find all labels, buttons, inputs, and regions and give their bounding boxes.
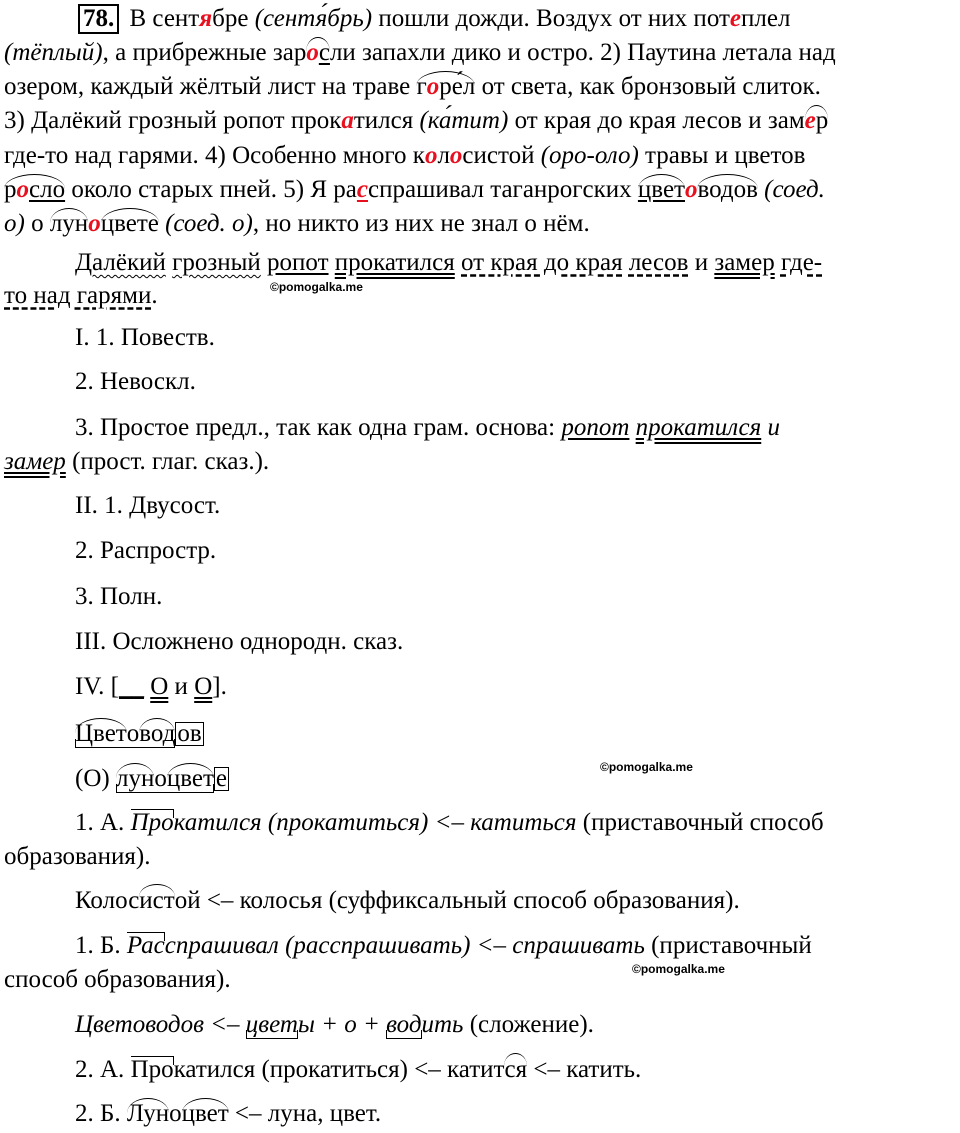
text-span: от края до края лесов и зам — [508, 107, 805, 134]
text-line-2 — [4, 38, 836, 68]
text-span: плел — [741, 5, 791, 32]
text-span: и — [168, 673, 195, 700]
text-span: 1. Б. — [75, 932, 127, 959]
text-line-3 — [4, 72, 821, 102]
text-line-4 — [4, 106, 828, 136]
exercise-number: 78. — [78, 4, 119, 34]
text-span: <– катить. — [527, 1056, 642, 1083]
scheme-subject: __ — [118, 673, 144, 700]
ending-box: ов — [177, 720, 202, 747]
predicate-word: замер — [4, 448, 66, 475]
root-segment: цвет — [245, 1011, 298, 1038]
predicate-word: замер — [714, 249, 775, 276]
text-span: IV. [ — [75, 673, 119, 700]
ending-box: е — [215, 765, 227, 792]
analysis-line-2 — [4, 281, 158, 311]
text-span: около старых пней. 5) Я ра — [65, 176, 357, 203]
root-segment: Цвет — [75, 720, 127, 747]
text-span: с — [318, 39, 330, 66]
connecting-vowel: о — [169, 1100, 182, 1127]
item-line: I. 1. Повеств. — [75, 324, 215, 351]
highlight-letter: о — [16, 176, 29, 203]
text-span: пошли дожди. Воздух от них пот — [372, 5, 730, 32]
text-span: спрашивал (расспрашивать) <– спрашивать — [164, 932, 645, 959]
derivation-line — [75, 931, 812, 961]
highlight-letter: о — [88, 210, 101, 237]
highlight-letter: о — [449, 142, 463, 169]
text-line-6 — [4, 175, 825, 205]
item-line: 3. Полн. — [75, 583, 163, 610]
hint-word: (соед. о) — [158, 210, 253, 237]
item-line: II. 1. Двусост. — [75, 492, 221, 519]
attribute-word: Далёкий — [75, 249, 166, 276]
text-span: катился (прокатиться) <– катиться — [173, 809, 577, 836]
prefix-segment: Рас — [126, 932, 165, 959]
attribute-word: грозный — [172, 249, 261, 276]
morph-line-2 — [75, 764, 229, 794]
text-span: и — [761, 414, 780, 441]
hint-word: (соед. — [757, 176, 825, 203]
item-line — [75, 413, 780, 443]
adverbial-phrase: то над гарями — [4, 282, 152, 309]
adverbial-phrase: где- — [780, 249, 823, 276]
postfix-segment: ся — [504, 1056, 528, 1083]
highlight-letter: о — [426, 73, 440, 100]
derivation-line — [75, 886, 740, 916]
text-span: и — [688, 249, 715, 276]
text-span: 2. Б. — [75, 1100, 127, 1127]
watermark: ©pomogalka.me — [632, 962, 725, 976]
watermark: ©pomogalka.me — [270, 280, 363, 294]
root-segment: вод — [139, 720, 176, 747]
text-span: р — [4, 176, 17, 203]
connecting-vowel: о — [126, 720, 140, 747]
text-span: 3) Далёкий грозный ропот прок — [4, 107, 342, 134]
text-span: бре — [212, 5, 255, 32]
hint-word: (сентя́брь) — [254, 5, 373, 32]
text-span: л — [437, 142, 450, 169]
root-segment: цвете — [100, 210, 159, 237]
highlight-letter: е — [804, 107, 816, 134]
highlight-letter: я — [199, 5, 213, 32]
text-span: (приставочный способ — [576, 809, 824, 836]
highlight-letter: о — [424, 142, 438, 169]
text-span: (сложение). — [463, 1011, 594, 1038]
scheme-predicate: О — [194, 673, 213, 700]
text-span: Колос — [75, 887, 140, 914]
highlight-letter: е — [729, 5, 742, 32]
text-span: (О) — [75, 765, 116, 792]
highlight-letter: с — [356, 176, 369, 203]
root-segment: цвет — [181, 1100, 229, 1127]
text-span: сло — [29, 176, 66, 203]
text-span: от света, как бронзовый слиток. — [475, 73, 821, 100]
text-span: 2. А. — [75, 1056, 131, 1083]
text-span: . — [151, 282, 158, 309]
text-span: (прост. глаг. сказ.). — [65, 448, 270, 475]
text-span: спрашивал таганрогских — [368, 176, 638, 203]
predicate-word: прокатился — [334, 249, 455, 276]
highlight-letter: о — [306, 39, 319, 66]
hint-word: (ка́тит) — [419, 107, 509, 134]
highlight-letter: о — [684, 176, 698, 203]
scheme-line — [75, 672, 227, 702]
derivation-line — [75, 808, 824, 838]
derivation-line — [75, 1055, 641, 1085]
text-span: ой <– колосья (суффиксальный способ образования). — [174, 887, 740, 914]
derivation-line: образования). — [4, 843, 151, 870]
text-span: , но никто из них не знал о нём. — [252, 210, 590, 237]
root-segment: цвет — [166, 765, 214, 792]
hint-word: (оро-оло) — [540, 142, 639, 169]
root-segment: цвет — [637, 176, 685, 203]
adverbial-phrase: от края до края — [461, 249, 623, 276]
text-line-5 — [4, 141, 805, 171]
hint-word: о) — [4, 210, 25, 237]
text-span: ]. — [212, 673, 227, 700]
text-span: 1. А. — [75, 809, 131, 836]
text-span: р — [815, 107, 829, 134]
text-span: ли запахли дико и остро. 2) Паутина летала над — [329, 39, 836, 66]
text-span: катился (прокатиться) <– катит — [173, 1056, 505, 1083]
text-span: где-то над гарями. 4) Особенно много к — [4, 142, 425, 169]
text-span: 3. Простое предл., так как одна грам. основа: — [75, 414, 562, 441]
item-line: 2. Невоскл. — [75, 368, 196, 395]
analysis-line-1 — [75, 248, 822, 278]
root-segment: лун — [49, 210, 89, 237]
object-word: лесов — [628, 249, 689, 276]
text-span: (приставочный — [644, 932, 812, 959]
text-span: травы и цветов — [638, 142, 806, 169]
root-segment: лун — [115, 765, 155, 792]
prefix-segment: Про — [130, 1056, 174, 1083]
highlight-letter: а — [341, 107, 354, 134]
text-span: В сент — [123, 5, 200, 32]
text-span: г — [416, 73, 427, 100]
derivation-line — [75, 1010, 594, 1040]
hint-word: (тёплый) — [4, 39, 103, 66]
root-segment: водов — [697, 176, 758, 203]
text-span: Цветоводов <– — [75, 1011, 246, 1038]
text-span: , а прибрежные зар — [102, 39, 307, 66]
item-line: 2. Распростр. — [75, 537, 217, 564]
connecting-vowel: о — [154, 765, 167, 792]
item-line: III. Осложнено однородн. сказ. — [75, 628, 404, 655]
subject-word: ропот — [267, 249, 329, 276]
derivation-line: способ образования). — [4, 966, 231, 993]
text-span: озером, каждый жёлтый лист на траве — [4, 73, 417, 100]
text-span: систой — [462, 142, 541, 169]
text-line-7 — [4, 209, 590, 239]
scheme-predicate: О — [150, 673, 169, 700]
item-line — [4, 447, 269, 477]
watermark: ©pomogalka.me — [600, 760, 693, 774]
subject-word: ропот — [561, 414, 630, 441]
root-segment: вод — [386, 1011, 422, 1038]
suffix-segment: ист — [139, 887, 175, 914]
morph-line-1 — [75, 719, 204, 749]
derivation-line — [75, 1099, 381, 1129]
root-segment: Лун — [126, 1100, 170, 1127]
text-line-1 — [78, 4, 790, 34]
text-span: тился — [353, 107, 420, 134]
text-span: <– луна, цвет. — [228, 1100, 382, 1127]
text-span: ы + о + — [297, 1011, 387, 1038]
predicate-word: прокатился — [635, 414, 762, 441]
text-span: ить — [421, 1011, 464, 1038]
text-span: ре́л — [439, 73, 476, 100]
text-span: о — [24, 210, 50, 237]
prefix-segment: Про — [130, 809, 174, 836]
